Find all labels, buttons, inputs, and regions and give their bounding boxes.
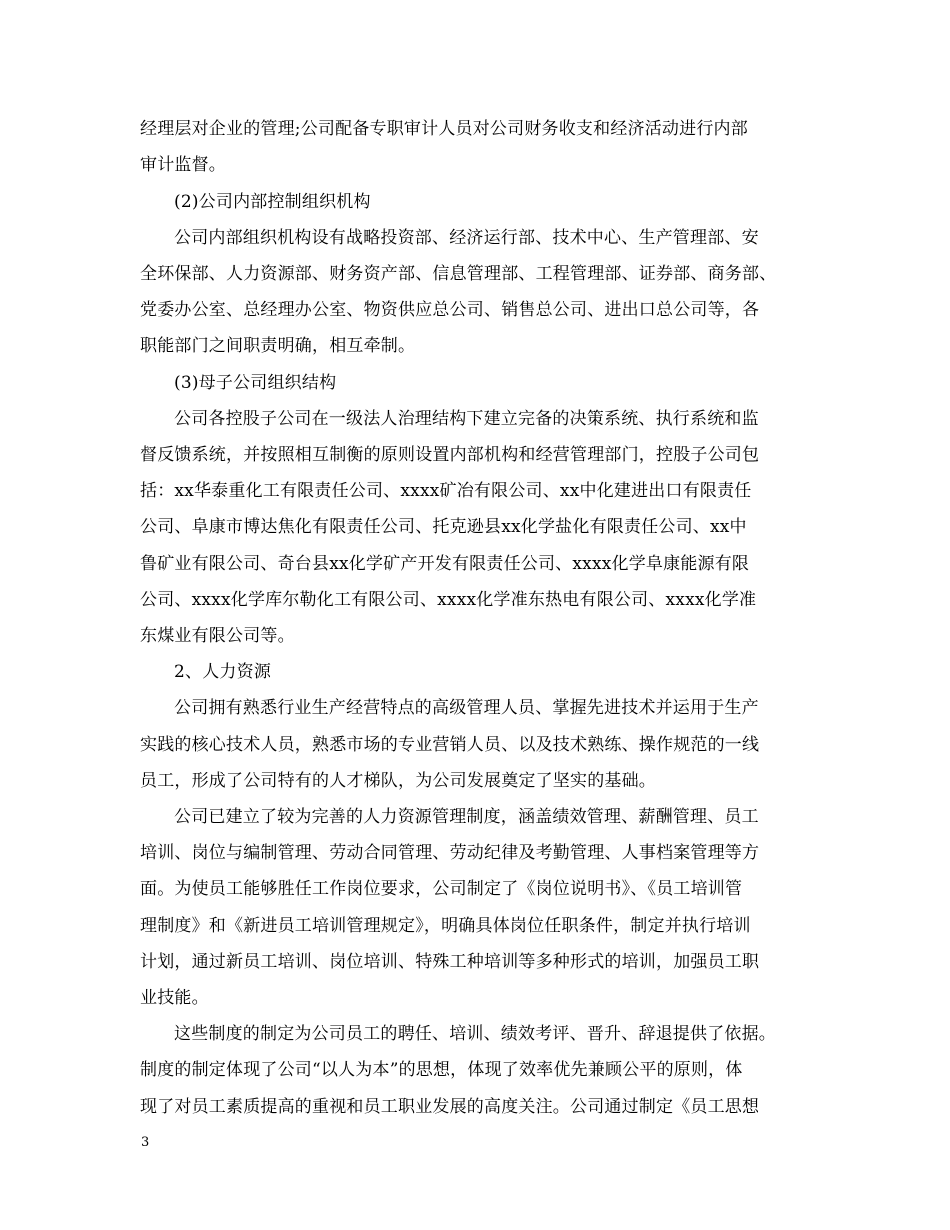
body-text-line: 公司、xxxx化学库尔勒化工有限公司、xxxx化学准东热电有限公司、xxxx化学准	[140, 590, 757, 610]
body-text-line: 公司各控股子公司在一级法人治理结构下建立完备的决策系统、执行系统和监	[174, 409, 759, 429]
body-text-line: 职能部门之间职责明确，相互牵制。	[140, 336, 416, 356]
section-heading: (2)公司内部控制组织机构	[174, 192, 371, 212]
body-text-line: 制度的制定体现了公司“以人为本”的思想，体现了效率优先兼顾公平的原则，体	[140, 1060, 743, 1080]
body-text-line: 审计监督。	[140, 155, 226, 175]
body-text-line: 业技能。	[140, 988, 209, 1008]
body-text-line: 东煤业有限公司等。	[140, 626, 295, 646]
body-text-line: 这些制度的制定为公司员工的聘任、培训、绩效考评、晋升、辞退提供了依据。	[174, 1024, 776, 1044]
body-text-line: 公司、阜康市博达焦化有限责任公司、托克逊县xx化学盐化有限责任公司、xx中	[140, 517, 747, 537]
body-text-line: 计划，通过新员工培训、岗位培训、特殊工种培训等多种形式的培训，加强员工职	[140, 952, 760, 972]
body-text-line: 党委办公室、总经理办公室、物资供应总公司、销售总公司、进出口总公司等，各	[140, 300, 760, 320]
body-text-line: 括：xx华泰重化工有限责任公司、xxxx矿冶有限公司、xx中化建进出口有限责任	[140, 481, 752, 501]
body-text-line: 实践的核心技术人员，熟悉市场的专业营销人员、以及技术熟练、操作规范的一线	[140, 735, 760, 755]
body-text-line: 培训、岗位与编制管理、劳动合同管理、劳动纪律及考勤管理、人事档案管理等方	[140, 843, 760, 863]
body-text-line: 公司已建立了较为完善的人力资源管理制度，涵盖绩效管理、薪酬管理、员工	[174, 807, 759, 827]
body-text-line: 理制度》和《新进员工培训管理规定》，明确具体岗位任职条件，制定并执行培训	[140, 916, 751, 936]
section-heading: (3)母子公司组织结构	[174, 373, 337, 393]
body-text-line: 鲁矿业有限公司、奇台县xx化学矿产开发有限责任公司、xxxx化学阜康能源有限	[140, 554, 750, 574]
body-text-line: 面。为使员工能够胜任工作岗位要求，公司制定了《岗位说明书》、《员工培训管	[140, 879, 743, 899]
body-text-line: 经理层对企业的管理;公司配备专职审计人员对公司财务收支和经济活动进行内部	[140, 119, 748, 139]
body-text-line: 督反馈系统，并按照相互制衡的原则设置内部机构和经营管理部门，控股子公司包	[140, 445, 760, 465]
body-text-line: 现了对员工素质提高的重视和员工职业发展的高度关注。公司通过制定《员工思想	[140, 1097, 760, 1117]
body-text-line: 公司内部组织机构设有战略投资部、经济运行部、技术中心、生产管理部、安	[174, 228, 759, 248]
page-number: 3	[141, 1135, 150, 1150]
body-text-line: 全环保部、人力资源部、财务资产部、信息管理部、工程管理部、证券部、商务部、	[140, 264, 777, 284]
section-heading: 2、人力资源	[174, 662, 272, 682]
body-text-line: 员工，形成了公司特有的人才梯队，为公司发展奠定了坚实的基础。	[140, 771, 656, 791]
body-text-line: 公司拥有熟悉行业生产经营特点的高级管理人员、掌握先进技术并运用于生产	[174, 698, 759, 718]
